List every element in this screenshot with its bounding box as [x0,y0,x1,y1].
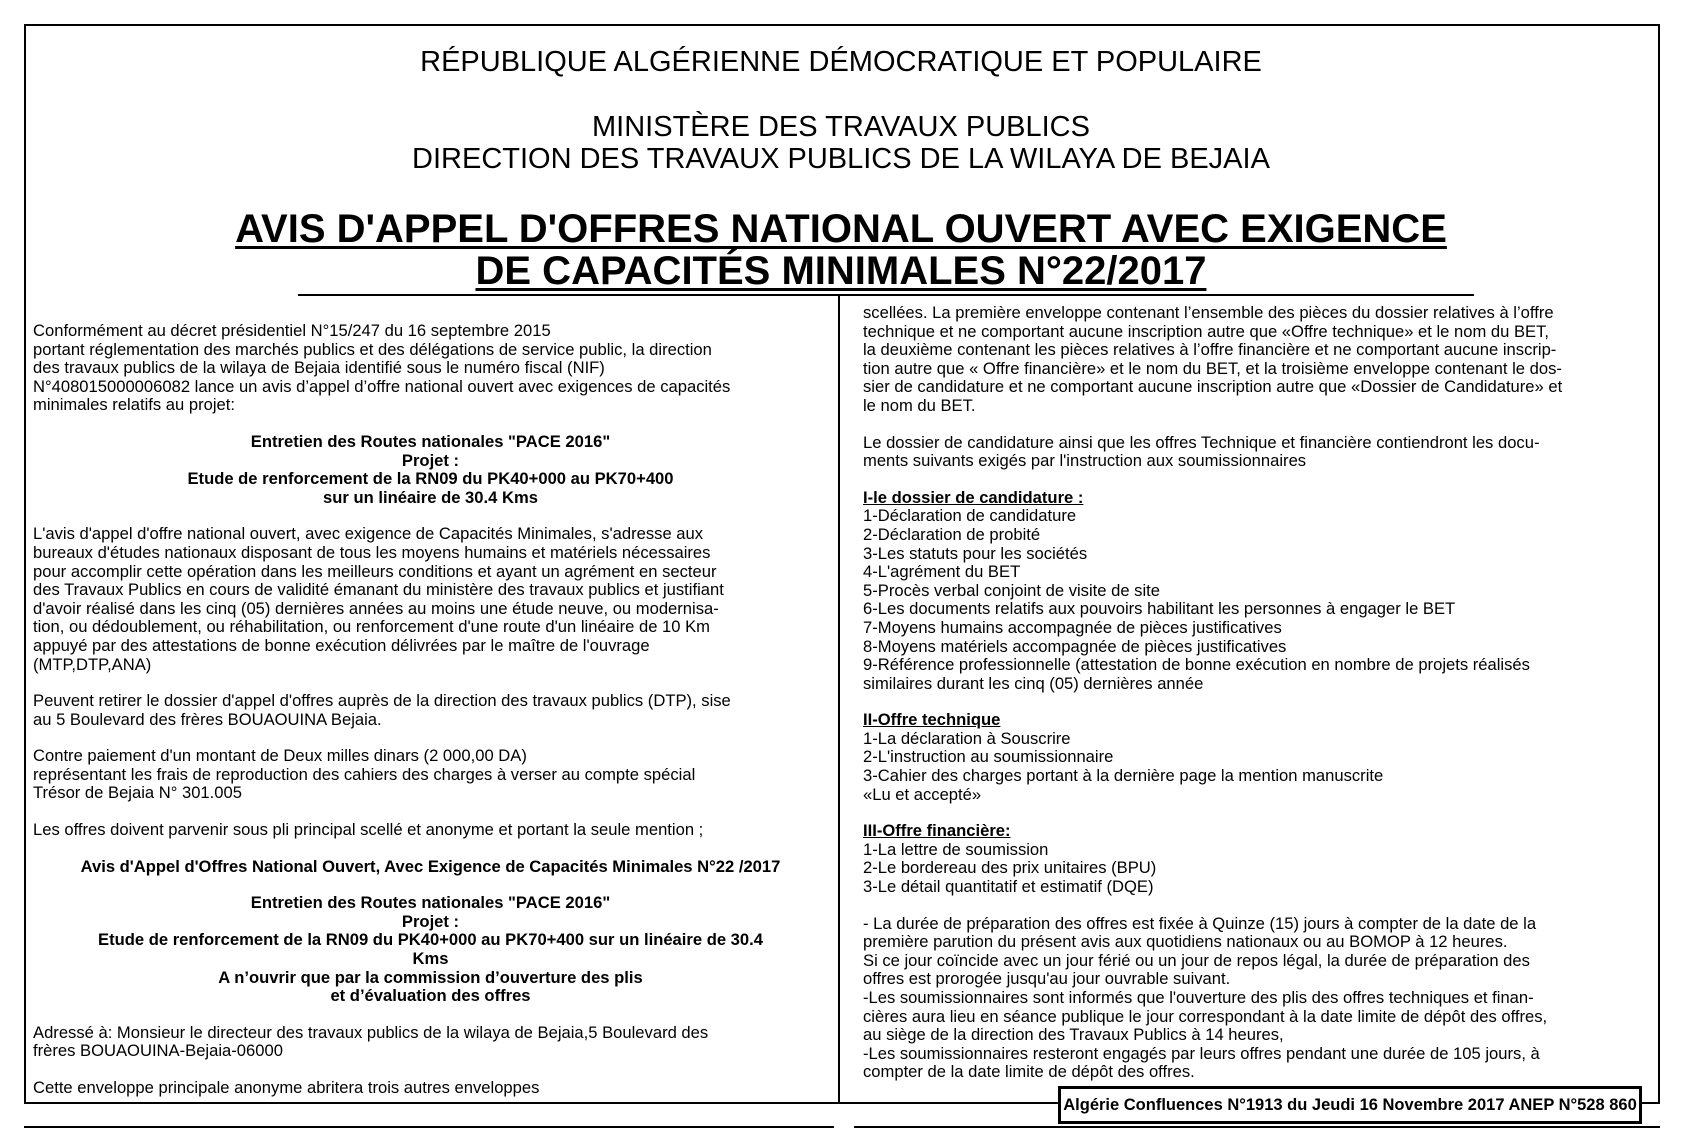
text-line: 1-Déclaration de candidature [863,506,1077,526]
technical-offer-list [863,730,1653,804]
text-line: N°408015000006082 lance un avis d’appel d’offre national ouvert avec exigences de capacités [33,376,731,396]
text-line: 3-Le détail quantitatif et estimatif (DQE) [863,877,1154,897]
text-line: d'avoir réalisé dans les cinq (05) dernières années au moins une étude neuve, ou modernisa- [33,598,719,618]
project-block-1 [33,433,828,507]
text-line: 9-Référence professionnelle (attestation de bonne exécution en nombre de projets réalisés [863,655,1530,675]
text-line: au 5 Boulevard des frères BOUAOUINA Bejaia. [33,709,382,729]
text-line: la deuxième contenant les pièces relatives à l’offre financière et ne comportant aucune inscrip- [863,340,1557,360]
text-line: L'avis d'appel d'offre national ouvert, avec exigence de Capacités Minimales, s'adresse aux [33,524,704,544]
financial-offer-title: III-Offre financière: [863,821,1011,841]
text-line: Entretien des Routes nationales "PACE 2016" [250,893,611,913]
envelopes-paragraph [863,304,1653,416]
text-line: 2-Déclaration de probité [863,524,1041,544]
text-line: Trésor de Bejaia N° 301.005 [33,783,242,803]
publication-footer: Algérie Confluences N°1913 du Jeudi 16 Novembre 2017 ANEP N°528 860 [1058,1086,1642,1124]
right-column [863,304,1653,1100]
text-line: 4-L'agrément du BET [863,562,1021,582]
intro-paragraph [33,322,828,415]
left-column [33,322,828,1116]
column-divider [838,294,840,1102]
text-line: des travaux publics de la wilaya de Bejaia identifié sous le numéro fiscal (NIF) [33,358,605,378]
text-line: au siège de la direction des Travaux Publics à 14 heures, [863,1025,1284,1045]
text-line: minimales relatifs au projet: [33,395,235,415]
candidature-title: I-le dossier de candidature : [863,487,1084,507]
text-line: des Travaux Publics en cours de validité émanant du ministère des travaux publics et justifiant [33,580,724,600]
technical-offer-section [863,711,1653,804]
text-line: Etude de renforcement de la RN09 du PK40+000 au PK70+400 sur un linéaire de 30.4 [98,930,763,950]
text-line: scellées. La première enveloppe contenant l’ensemble des pièces du dossier relatives à l’offre [863,303,1554,322]
text-line: Entretien des Routes nationales "PACE 2016" [250,431,611,451]
text-line: tion autre que « Offre financière» et le nom du BET, et la troisième enveloppe contenant le dos- [863,358,1562,378]
text-line: 1-La déclaration à Souscrire [863,728,1071,748]
envelope-mention: Avis d'Appel d'Offres National Ouvert, Avec Exigence de Capacités Minimales N°22 /2017 [80,856,781,876]
text-line: bureaux d'études nationaux disposant de tous les moyens humains et matériels nécessaires [33,542,711,562]
notice-title-line1: AVIS D'APPEL D'OFFRES NATIONAL OUVERT AVEC EXIGENCE [235,207,1447,251]
financial-offer-list [863,841,1653,897]
text-line: et d’évaluation des offres [330,986,531,1006]
submission-paragraph: Les offres doivent parvenir sous pli principal scellé et anonyme et portant la seule mention ; [33,820,704,840]
address-paragraph [33,1024,828,1061]
candidature-list [863,507,1653,693]
text-line: tion, ou dédoublement, ou réhabilitation, ou renforcement d'une route d'un linéaire de 10 Km [33,617,710,637]
text-line: portant réglementation des marchés publics et des délégations de service public, la direction [33,339,712,359]
documents-paragraph [863,434,1653,471]
text-line: Peuvent retirer le dossier d'appel d'offres auprès de la direction des travaux publics (DTP), sise [33,691,731,711]
direction-heading: DIRECTION DES TRAVAUX PUBLICS DE LA WILAYA DE BEJAIA [412,143,1270,175]
text-line: 6-Les documents relatifs aux pouvoirs habilitant les personnes à engager le BET [863,599,1456,619]
text-line: compter de la date limite de dépôt des offres. [863,1062,1195,1082]
text-line: Adressé à: Monsieur le directeur des travaux publics de la wilaya de Bejaia,5 Boulevard des [33,1022,709,1042]
withdrawal-paragraph [33,692,828,729]
text-line: «Lu et accepté» [863,784,982,804]
text-line: offres est prorogée jusqu'au jour ouvrable suivant. [863,969,1231,989]
text-line: 3-Cahier des charges portant à la dernière page la mention manuscrite [863,766,1384,786]
text-line: Contre paiement d'un montant de Deux milles dinars (2 000,00 DA) [33,746,527,766]
text-line: Conformément au décret présidentiel N°15/247 du 16 septembre 2015 [33,321,551,340]
text-line: (MTP,DTP,ANA) [33,654,152,674]
candidature-section [863,489,1653,694]
text-line: sur un linéaire de 30.4 Kms [323,487,538,507]
text-line: Si ce jour coïncide avec un jour férié ou un jour de repos légal, la durée de préparation des [863,950,1530,970]
text-line: sier de candidature et ne comportant aucune inscription autre que «Dossier de Candidature» et [863,377,1563,397]
text-line: Projet : [401,911,460,931]
text-line: 3-Les statuts pour les sociétés [863,543,1088,563]
technical-offer-title: II-Offre technique [863,710,1001,730]
notice-title-line2: DE CAPACITÉS MINIMALES N°22/2017 [475,249,1207,293]
text-line: 8-Moyens matériels accompagnée de pièces justificatives [863,636,1287,656]
title-rule [298,294,1474,296]
text-line: 1-La lettre de soumission [863,839,1049,859]
text-line: similaires durant les cinq (05) dernières année [863,673,1204,693]
text-line: 7-Moyens humains accompagnée de pièces justificatives [863,617,1282,637]
eligibility-paragraph [33,525,828,674]
text-line: 2-L'instruction au soumissionnaire [863,747,1114,767]
text-line: - La durée de préparation des offres est fixée à Quinze (15) jours à compter de la date de la [863,913,1537,933]
text-line: Kms [412,949,449,969]
payment-paragraph [33,747,828,803]
text-line: ments suivants exigés par l'instruction aux soumissionnaires [863,451,1307,471]
text-line: Le dossier de candidature ainsi que les offres Technique et financière contiendront les docu- [863,432,1540,452]
financial-offer-section [863,822,1653,896]
text-line: technique et ne comportant aucune inscription autre que «Offre technique» et le nom du BET, [863,321,1550,341]
closing-paragraph [863,915,1653,1082]
text-line: le nom du BET. [863,395,976,415]
text-line: représentant les frais de reproduction des cahiers des charges à verser au compte spécial [33,764,696,784]
text-line: pour accomplir cette opération dans les meilleurs conditions et ayant un agrément en secteur [33,561,717,581]
text-line: 5-Procès verbal conjoint de visite de site [863,580,1160,600]
text-line: première parution du présent avis aux quotidiens nationaux ou au BOMOP à 12 heures. [863,932,1508,952]
text-line: Projet : [401,450,460,470]
text-line: cières aura lieu en séance publique le jour correspondant à la date limite de dépôt des offres, [863,1006,1548,1026]
envelope-paragraph: Cette enveloppe principale anonyme abritera trois autres enveloppes [33,1078,540,1097]
republic-heading: RÉPUBLIQUE ALGÉRIENNE DÉMOCRATIQUE ET POPULAIRE [420,46,1262,78]
text-line: 2-Le bordereau des prix unitaires (BPU) [863,858,1157,878]
project-block-2 [33,894,828,1006]
text-line: appuyé par des attestations de bonne exécution délivrées par le maître de l'ouvrage [33,635,650,655]
text-line: -Les soumissionnaires sont informés que l'ouverture des plis des offres techniques et finan- [863,988,1534,1007]
text-line: frères BOUAOUINA-Bejaia-06000 [33,1041,283,1061]
text-line: A n’ouvrir que par la commission d’ouverture des plis [218,967,643,987]
ministry-heading: MINISTÈRE DES TRAVAUX PUBLICS [592,111,1090,143]
text-line: -Les soumissionnaires resteront engagés par leurs offres pendant une durée de 105 jours, à [863,1043,1540,1063]
text-line: Etude de renforcement de la RN09 du PK40+000 au PK70+400 [187,469,674,489]
